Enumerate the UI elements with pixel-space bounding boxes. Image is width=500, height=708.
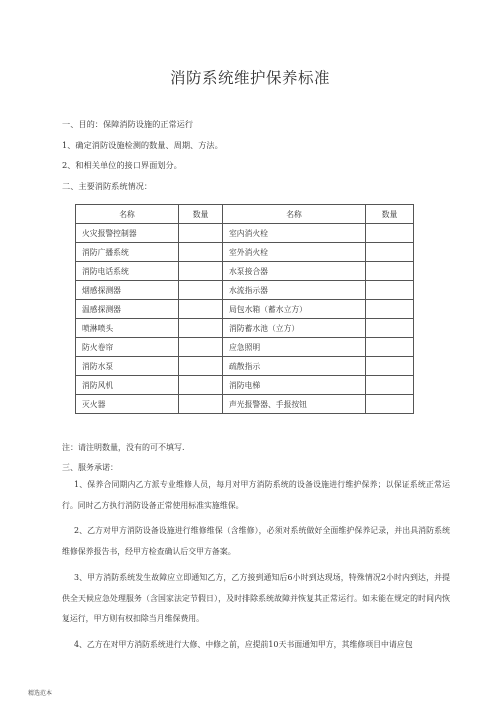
section3-heading: 三、服务承诺： [62, 463, 118, 472]
table-row [76, 357, 414, 376]
cell-qty-right [366, 224, 414, 243]
table-note: 注：请注明数量，没有的可不填写. [62, 443, 185, 452]
service-paragraph-4: 4、乙方在对甲方消防系统进行大修、中修之前，应提前10天书面通知甲方，其维修项目中请应包 [74, 640, 413, 649]
cell-name-right: 应急照明 [223, 338, 366, 357]
cell-name-right: 水泵接合器 [223, 262, 366, 281]
service-paragraph-3: 3、甲方消防系统发生故障应立即通知乙方，乙方接到通知后6小时到达现场，特殊情况2小时内到达，并提供全天候应急处理服务（含国家法定节假日），及时排除系统故障并恢复其正常运行。如未能在规定的时间内恢复运行，甲方则有权扣除当月维保费用。 [62, 573, 450, 623]
cell-name-right: 消防电梯 [223, 376, 366, 395]
equipment-table [75, 204, 414, 414]
cell-qty-left [179, 319, 223, 338]
service-paragraph-2: 2、乙方对甲方消防设备设施进行维修维保（含维修），必须对系统做好全面维护保养记录，并出具消防系统维修保养报告书，经甲方检查确认后交甲方备案。 [62, 526, 450, 556]
table-row [76, 300, 414, 319]
table-header-row [76, 205, 414, 224]
cell-name-left: 火灾报警控制器 [76, 224, 179, 243]
cell-qty-left [179, 243, 223, 262]
cell-qty-right [366, 262, 414, 281]
table-row [76, 281, 414, 300]
cell-qty-left [179, 338, 223, 357]
section1-item-2: 2、和相关单位的接口界面划分。 [62, 160, 182, 170]
service-paragraph-1: 1、保养合同期内乙方派专业维修人员，每月对甲方消防系统的设备设施进行维护保养；以保证系统正常运行。同时乙方执行消防设备正常使用标准实施维保。 [62, 480, 450, 510]
cell-qty-right [366, 395, 414, 414]
cell-name-left: 烟感探测器 [76, 281, 179, 300]
cell-qty-right [366, 281, 414, 300]
table-row [76, 376, 414, 395]
table-row [76, 319, 414, 338]
cell-qty-left [179, 395, 223, 414]
cell-qty-left [179, 300, 223, 319]
cell-name-right: 室内消火栓 [223, 224, 366, 243]
cell-qty-left [179, 262, 223, 281]
cell-qty-right [366, 357, 414, 376]
cell-name-left: 喷淋喷头 [76, 319, 179, 338]
cell-qty-left [179, 281, 223, 300]
cell-name-left: 消防风机 [76, 376, 179, 395]
cell-name-right: 室外消火栓 [223, 243, 366, 262]
cell-qty-left [179, 357, 223, 376]
cell-name-right: 消防蓄水池（立方） [223, 319, 366, 338]
table-header-qty-right: 数量 [366, 205, 414, 224]
section1-heading: 一、目的：保障消防设施的正常运行 [62, 119, 194, 129]
cell-name-left: 消防广播系统 [76, 243, 179, 262]
table-row [76, 224, 414, 243]
page-title: 消防系统维护保养标准 [169, 69, 330, 87]
cell-qty-right [366, 300, 414, 319]
cell-qty-right [366, 338, 414, 357]
table-row [76, 262, 414, 281]
table-header-name-left: 名称 [76, 205, 179, 224]
cell-name-left: 消防电话系统 [76, 262, 179, 281]
cell-name-left: 温感探测器 [76, 300, 179, 319]
table-row [76, 395, 414, 414]
section2-heading: 二、主要消防系统情况： [62, 181, 153, 191]
cell-qty-left [179, 376, 223, 395]
table-row [76, 338, 414, 357]
cell-qty-right [366, 376, 414, 395]
cell-name-left: 消防水泵 [76, 357, 179, 376]
table-header-name-right: 名称 [223, 205, 366, 224]
footer-label: 精选范本 [28, 690, 53, 697]
cell-name-right: 疏散指示 [223, 357, 366, 376]
cell-name-left: 灭火器 [76, 395, 179, 414]
cell-qty-right [366, 243, 414, 262]
table-row [76, 243, 414, 262]
cell-qty-left [179, 224, 223, 243]
cell-name-right: 声光报警器、手报按钮 [223, 395, 366, 414]
cell-name-left: 防火卷帘 [76, 338, 179, 357]
cell-qty-right [366, 319, 414, 338]
table-header-qty-left: 数量 [179, 205, 223, 224]
section1-item-1: 1、确定消防设施检测的数量、周期、方法。 [62, 140, 223, 150]
cell-name-right: 局包水箱（蓄水立方） [223, 300, 366, 319]
cell-name-right: 水流指示器 [223, 281, 366, 300]
